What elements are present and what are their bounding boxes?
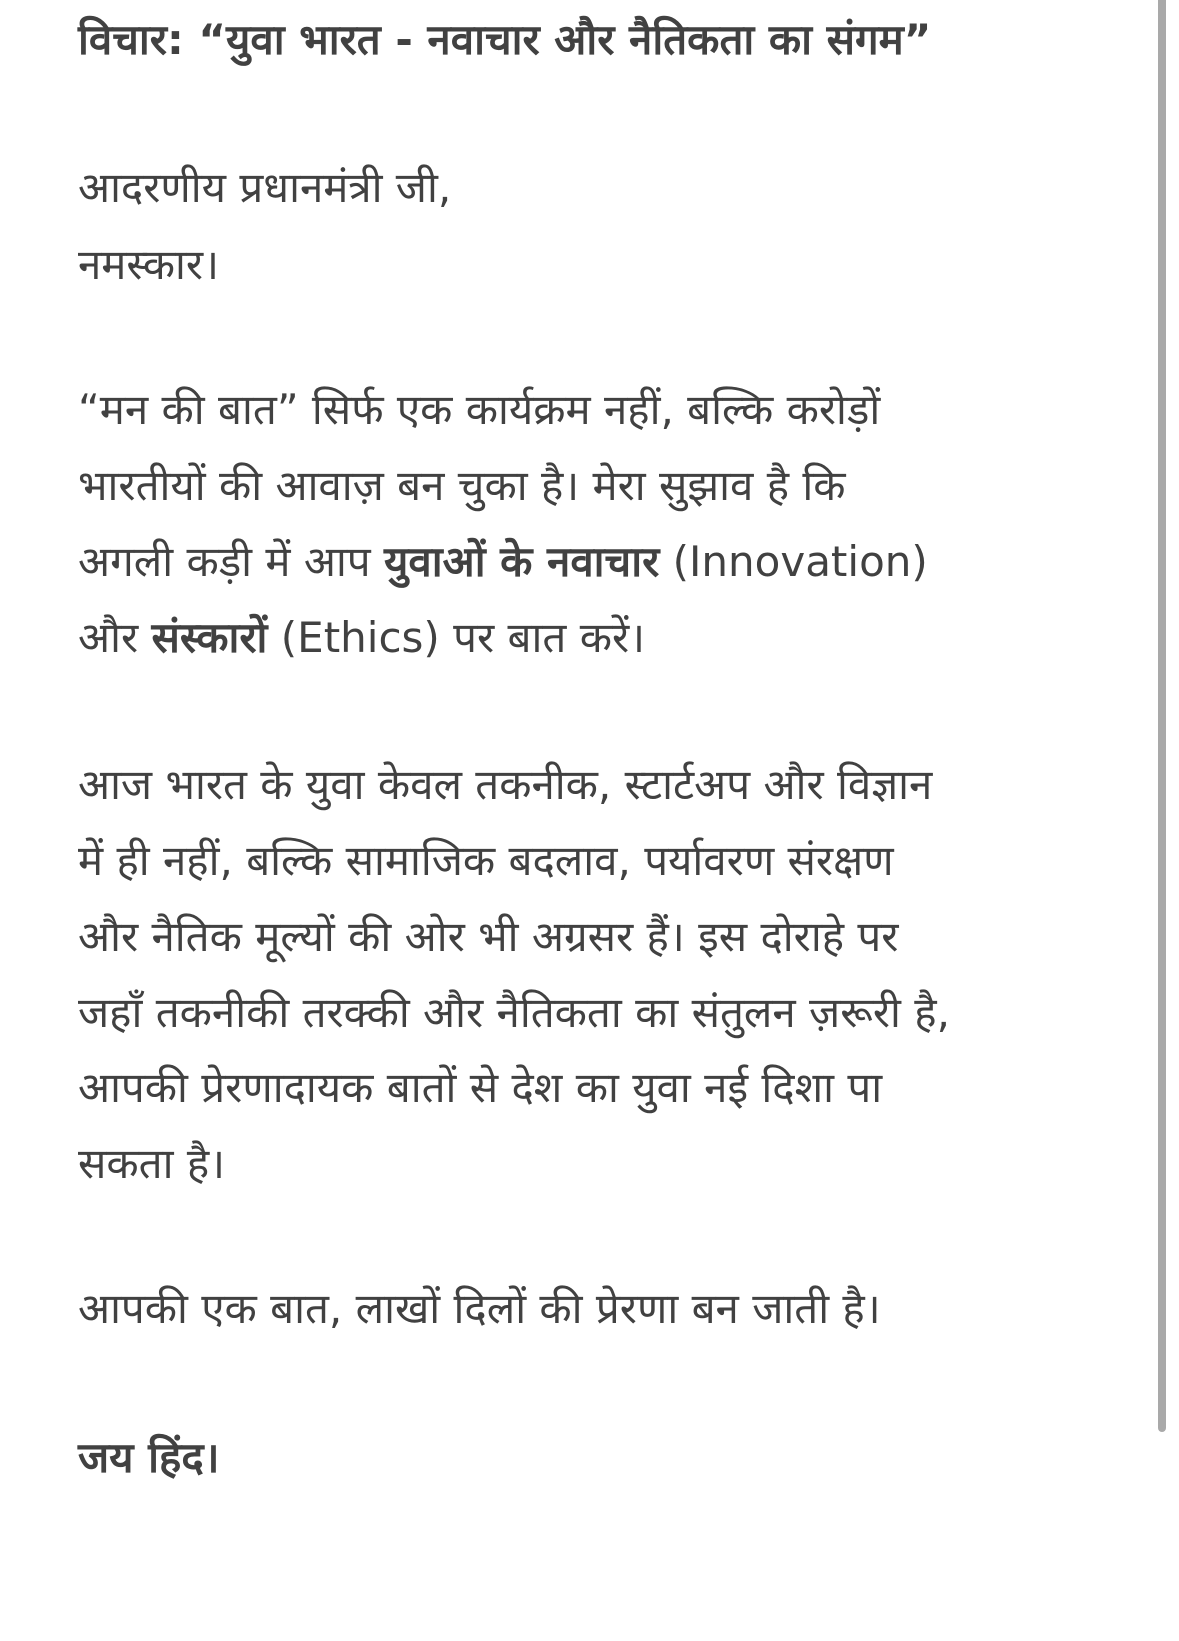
para2-line3: और नैतिक मूल्यों की ओर भी अग्रसर हैं। इस दोराहे पर xyxy=(78,912,899,961)
innovation-emphasis: युवाओं के नवाचार xyxy=(384,537,660,586)
closing-line: जय हिंद। xyxy=(78,1433,220,1482)
para1-line4 xyxy=(78,610,645,666)
para2-line1: आज भारत के युवा केवल तकनीक, स्टार्टअप और विज्ञान xyxy=(78,760,933,809)
para1-line3 xyxy=(78,534,928,590)
greeting: नमस्कार। xyxy=(78,240,219,289)
para1-line1: “मन की बात” सिर्फ एक कार्यक्रम नहीं, बल्कि करोड़ों xyxy=(78,385,881,434)
subject-line xyxy=(78,12,931,68)
para1-line3-pre: अगली कड़ी में आप xyxy=(78,537,384,586)
salutation: आदरणीय प्रधानमंत्री जी, xyxy=(78,163,452,212)
para1-line4-pre: और xyxy=(78,613,152,662)
para2-line6: सकता है। xyxy=(78,1139,226,1188)
para1-line2: भारतीयों की आवाज़ बन चुका है। मेरा सुझाव है कि xyxy=(78,461,846,510)
para2-line4: जहाँ तकनीकी तरक्की और नैतिकता का संतुलन ज़रूरी है, xyxy=(78,988,950,1037)
subject-title: “युवा भारत - नवाचार और नैतिकता का संगम” xyxy=(198,15,932,64)
para1-line4-post: (Ethics) पर बात करें। xyxy=(267,613,646,662)
ethics-emphasis: संस्कारों xyxy=(151,613,268,662)
subject-label: विचार: xyxy=(78,15,184,64)
para2-line5: आपकी प्रेरणादायक बातों से देश का युवा नई दिशा पा xyxy=(78,1063,883,1112)
vertical-scrollbar[interactable] xyxy=(1158,0,1166,1432)
para3-line: आपकी एक बात, लाखों दिलों की प्रेरणा बन जाती है। xyxy=(78,1284,881,1333)
para1-line3-post: (Innovation) xyxy=(659,537,928,586)
para2-line2: में ही नहीं, बल्कि सामाजिक बदलाव, पर्यावरण संरक्षण xyxy=(78,836,894,885)
